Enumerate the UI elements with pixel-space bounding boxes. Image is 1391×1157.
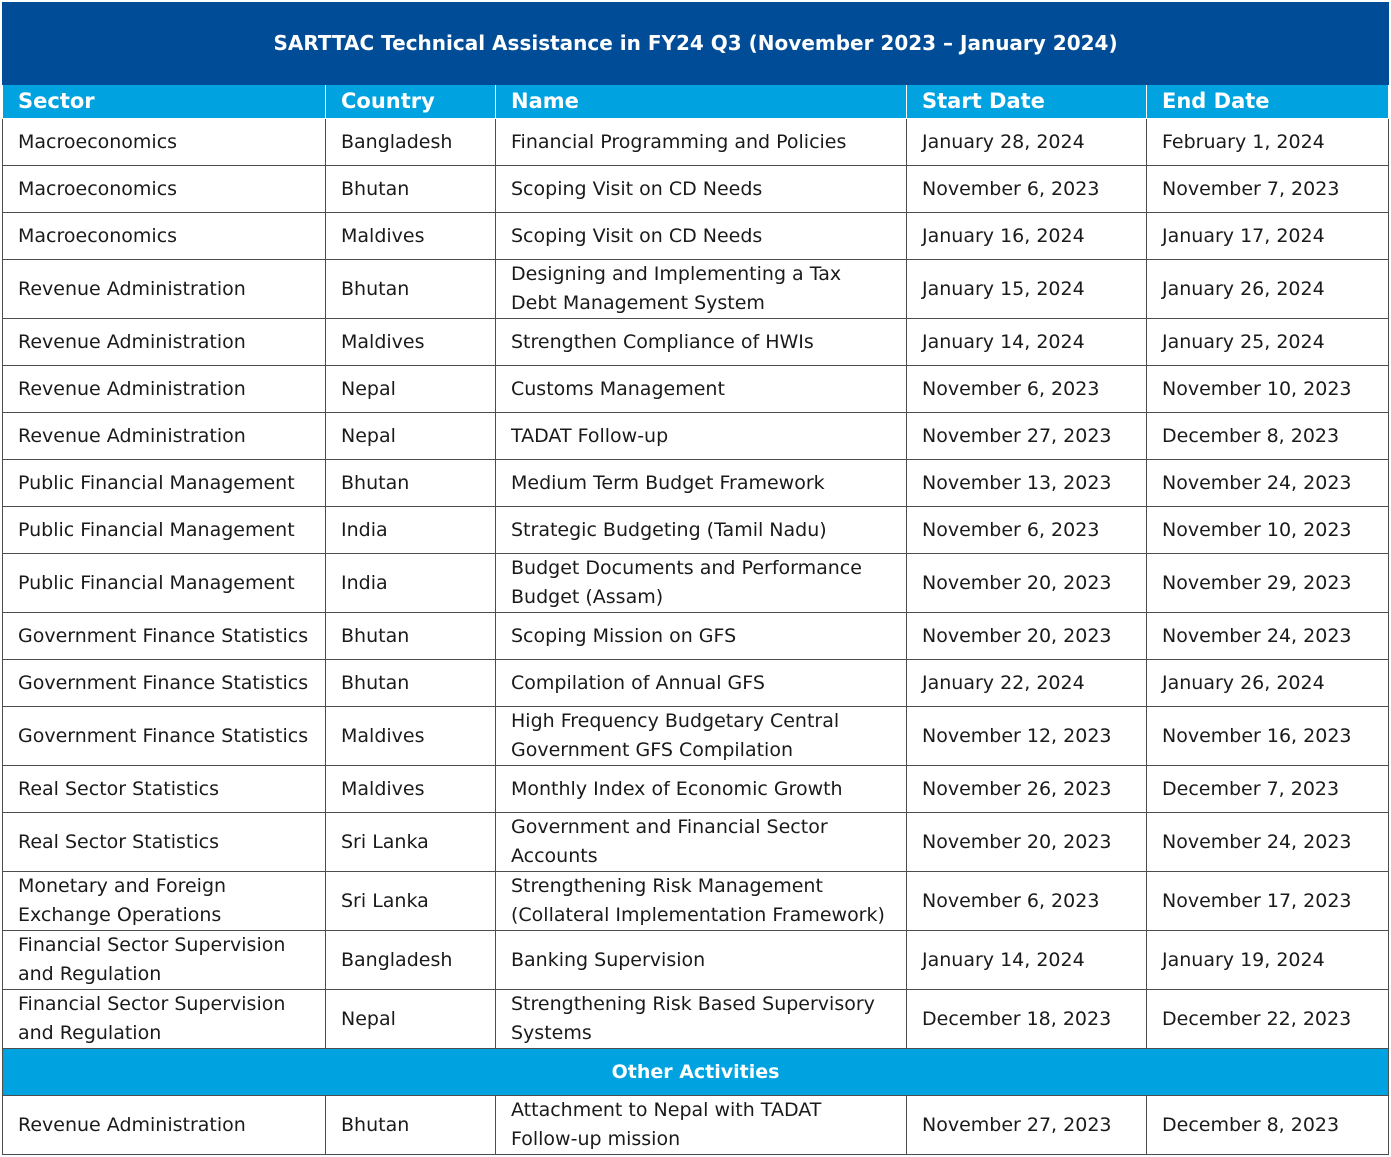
table-row [3, 613, 1389, 660]
header-name: Name [496, 85, 907, 119]
start-date-cell: November 20, 2023 [907, 613, 1147, 660]
name-cell: Government and Financial Sector Accounts [496, 813, 907, 872]
header-start-date: Start Date [907, 85, 1147, 119]
name-cell: Strengthening Risk Based Supervisory Systems [496, 990, 907, 1049]
name-cell: Strengthening Risk Management (Collateral Implementation Framework) [496, 872, 907, 931]
name-cell: Customs Management [496, 366, 907, 413]
start-date-cell: January 16, 2024 [907, 213, 1147, 260]
end-date-cell: November 7, 2023 [1147, 166, 1389, 213]
country-cell: Nepal [326, 366, 496, 413]
start-date-cell: November 20, 2023 [907, 813, 1147, 872]
other-activities-body [3, 1049, 1389, 1155]
country-cell: Maldives [326, 766, 496, 813]
table-row [3, 872, 1389, 931]
country-cell: India [326, 507, 496, 554]
table-row [3, 213, 1389, 260]
end-date-cell: November 10, 2023 [1147, 366, 1389, 413]
name-cell: High Frequency Budgetary Central Government GFS Compilation [496, 707, 907, 766]
end-date-cell: January 26, 2024 [1147, 260, 1389, 319]
sector-cell: Real Sector Statistics [3, 813, 326, 872]
end-date-cell: November 24, 2023 [1147, 460, 1389, 507]
sector-cell: Government Finance Statistics [3, 660, 326, 707]
start-date-cell: November 13, 2023 [907, 460, 1147, 507]
name-cell: Designing and Implementing a Tax Debt Management System [496, 260, 907, 319]
sector-cell: Public Financial Management [3, 460, 326, 507]
start-date-cell: December 18, 2023 [907, 990, 1147, 1049]
end-date-cell: January 26, 2024 [1147, 660, 1389, 707]
end-date-cell: February 1, 2024 [1147, 119, 1389, 166]
start-date-cell: November 27, 2023 [907, 1096, 1147, 1155]
table-row [3, 554, 1389, 613]
end-date-cell: January 17, 2024 [1147, 213, 1389, 260]
country-cell: Sri Lanka [326, 872, 496, 931]
country-cell: Bhutan [326, 660, 496, 707]
table-row [3, 766, 1389, 813]
table-row [3, 707, 1389, 766]
table-row [3, 460, 1389, 507]
end-date-cell: November 16, 2023 [1147, 707, 1389, 766]
table-row [3, 660, 1389, 707]
sector-cell: Revenue Administration [3, 260, 326, 319]
start-date-cell: November 6, 2023 [907, 166, 1147, 213]
table-row [3, 166, 1389, 213]
name-cell: TADAT Follow-up [496, 413, 907, 460]
table-row [3, 990, 1389, 1049]
ta-table-container [2, 2, 1388, 1155]
country-cell: Maldives [326, 707, 496, 766]
start-date-cell: November 6, 2023 [907, 366, 1147, 413]
country-cell: India [326, 554, 496, 613]
table-row [3, 119, 1389, 166]
start-date-cell: November 6, 2023 [907, 507, 1147, 554]
end-date-cell: December 22, 2023 [1147, 990, 1389, 1049]
country-cell: Bangladesh [326, 931, 496, 990]
start-date-cell: January 22, 2024 [907, 660, 1147, 707]
table-title: SARTTAC Technical Assistance in FY24 Q3 (November 2023 – January 2024) [3, 3, 1389, 85]
table-row [3, 813, 1389, 872]
start-date-cell: November 12, 2023 [907, 707, 1147, 766]
name-cell: Attachment to Nepal with TADAT Follow-up mission [496, 1096, 907, 1155]
country-cell: Sri Lanka [326, 813, 496, 872]
end-date-cell: November 29, 2023 [1147, 554, 1389, 613]
end-date-cell: November 24, 2023 [1147, 813, 1389, 872]
name-cell: Strategic Budgeting (Tamil Nadu) [496, 507, 907, 554]
name-cell: Banking Supervision [496, 931, 907, 990]
table-row [3, 319, 1389, 366]
end-date-cell: December 8, 2023 [1147, 1096, 1389, 1155]
name-cell: Scoping Visit on CD Needs [496, 166, 907, 213]
country-cell: Maldives [326, 213, 496, 260]
sector-cell: Revenue Administration [3, 366, 326, 413]
sector-cell: Government Finance Statistics [3, 707, 326, 766]
header-row [3, 85, 1389, 119]
end-date-cell: November 17, 2023 [1147, 872, 1389, 931]
table-title-row [3, 3, 1389, 85]
sector-cell: Government Finance Statistics [3, 613, 326, 660]
country-cell: Bhutan [326, 1096, 496, 1155]
sector-cell: Financial Sector Supervision and Regulation [3, 931, 326, 990]
country-cell: Bhutan [326, 260, 496, 319]
header-end-date: End Date [1147, 85, 1389, 119]
end-date-cell: December 7, 2023 [1147, 766, 1389, 813]
sector-cell: Macroeconomics [3, 119, 326, 166]
sector-cell: Macroeconomics [3, 166, 326, 213]
ta-table [2, 2, 1389, 1155]
country-cell: Bangladesh [326, 119, 496, 166]
end-date-cell: January 19, 2024 [1147, 931, 1389, 990]
table-row [3, 366, 1389, 413]
start-date-cell: January 14, 2024 [907, 319, 1147, 366]
sector-cell: Monetary and Foreign Exchange Operations [3, 872, 326, 931]
name-cell: Medium Term Budget Framework [496, 460, 907, 507]
end-date-cell: January 25, 2024 [1147, 319, 1389, 366]
table-body [3, 119, 1389, 1049]
table-row [3, 413, 1389, 460]
header-country: Country [326, 85, 496, 119]
country-cell: Nepal [326, 413, 496, 460]
start-date-cell: January 14, 2024 [907, 931, 1147, 990]
start-date-cell: January 28, 2024 [907, 119, 1147, 166]
table-row [3, 260, 1389, 319]
end-date-cell: November 10, 2023 [1147, 507, 1389, 554]
name-cell: Budget Documents and Performance Budget (Assam) [496, 554, 907, 613]
sector-cell: Real Sector Statistics [3, 766, 326, 813]
end-date-cell: November 24, 2023 [1147, 613, 1389, 660]
sector-cell: Revenue Administration [3, 319, 326, 366]
name-cell: Scoping Mission on GFS [496, 613, 907, 660]
sector-cell: Macroeconomics [3, 213, 326, 260]
country-cell: Bhutan [326, 460, 496, 507]
table-row [3, 931, 1389, 990]
sector-cell: Revenue Administration [3, 1096, 326, 1155]
name-cell: Financial Programming and Policies [496, 119, 907, 166]
sector-cell: Public Financial Management [3, 554, 326, 613]
sector-cell: Public Financial Management [3, 507, 326, 554]
other-activities-label: Other Activities [3, 1049, 1389, 1096]
start-date-cell: January 15, 2024 [907, 260, 1147, 319]
table-row [3, 507, 1389, 554]
header-sector: Sector [3, 85, 326, 119]
start-date-cell: November 27, 2023 [907, 413, 1147, 460]
country-cell: Bhutan [326, 166, 496, 213]
start-date-cell: November 20, 2023 [907, 554, 1147, 613]
start-date-cell: November 6, 2023 [907, 872, 1147, 931]
end-date-cell: December 8, 2023 [1147, 413, 1389, 460]
sector-cell: Revenue Administration [3, 413, 326, 460]
other-activities-row [3, 1049, 1389, 1096]
country-cell: Bhutan [326, 613, 496, 660]
name-cell: Compilation of Annual GFS [496, 660, 907, 707]
table-row [3, 1096, 1389, 1155]
name-cell: Scoping Visit on CD Needs [496, 213, 907, 260]
name-cell: Monthly Index of Economic Growth [496, 766, 907, 813]
sector-cell: Financial Sector Supervision and Regulation [3, 990, 326, 1049]
start-date-cell: November 26, 2023 [907, 766, 1147, 813]
country-cell: Nepal [326, 990, 496, 1049]
country-cell: Maldives [326, 319, 496, 366]
name-cell: Strengthen Compliance of HWIs [496, 319, 907, 366]
